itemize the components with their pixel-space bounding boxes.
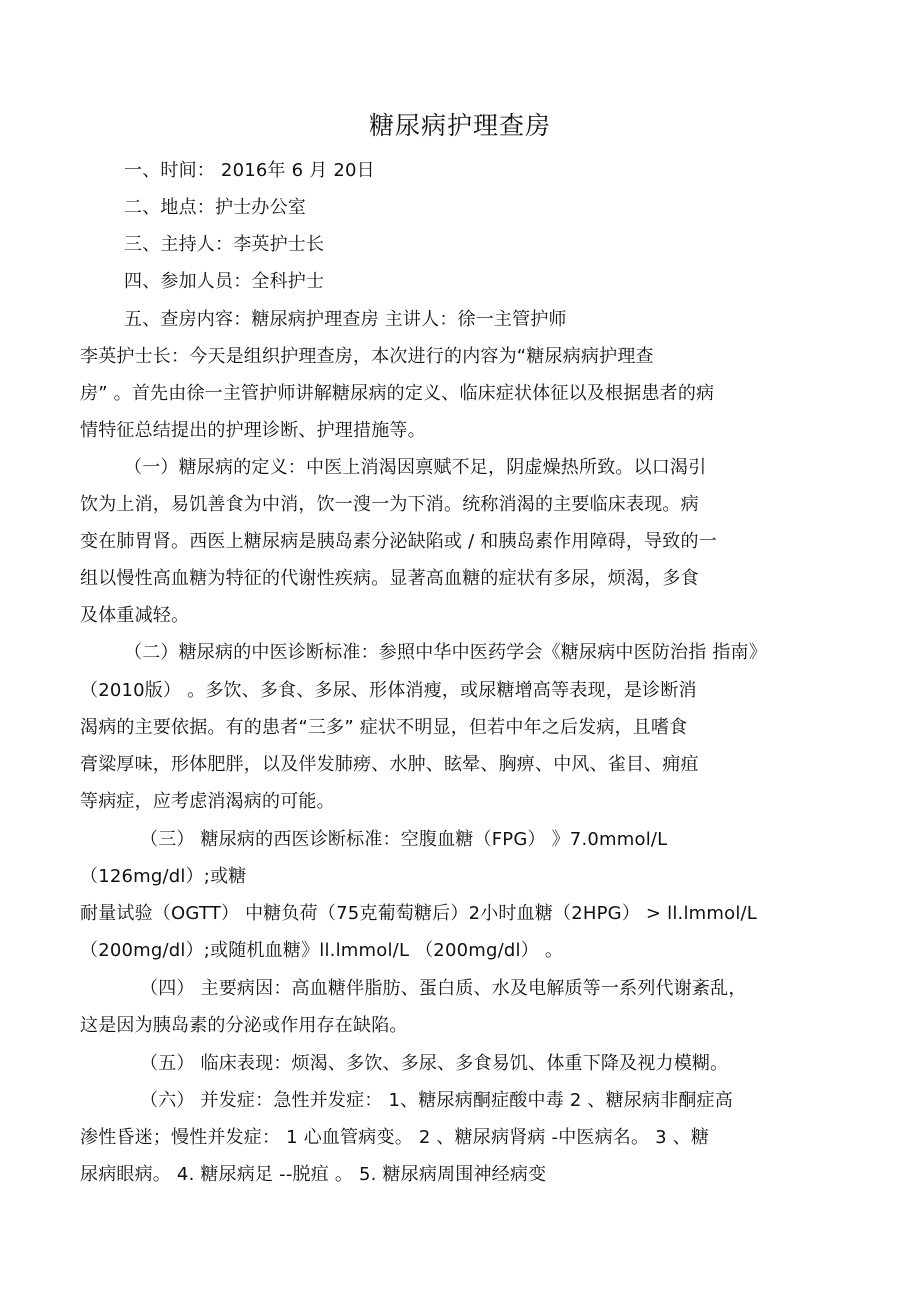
paragraph-line: 变在肺胃肾。西医上糖尿病是胰岛素分泌缺陷或 / 和胰岛素作用障碍，导致的一 <box>80 531 717 552</box>
paragraph-line: 及体重减轻。 <box>80 605 190 626</box>
paragraph-line: 渴病的主要依据。有的患者“三多” 症状不明显，但若中年之后发病，且嗜食 <box>80 717 688 738</box>
paragraph-line: （三） 糖尿病的西医诊断标准：空腹血糖（FPG） 》7.0mmol/L <box>140 829 668 850</box>
paragraph-line: （200mg/dl）;或随机血糖》ll.lmmol/L （200mg/dl） 。 <box>80 940 564 961</box>
paragraph-line: （五） 临床表现：烦渴、多饮、多尿、多食易饥、体重下降及视力模糊。 <box>140 1053 729 1074</box>
host-line: 三、主持人：李英护士长 <box>124 234 325 255</box>
paragraph-line: 膏粱厚味，形体肥胖，以及伴发肺痨、水肿、眩晕、胸痹、中风、雀目、痈疽 <box>80 754 699 775</box>
participants-line: 四、参加人员：全科护士 <box>124 271 325 292</box>
paragraph-line: （一）糖尿病的定义：中医上消渴因禀赋不足，阴虚燥热所致。以口渴引 <box>124 457 707 478</box>
paragraph-line: （四） 主要病因：高血糖伴脂肪、蛋白质、水及电解质等一系列代谢紊乱， <box>140 978 747 999</box>
document-title: 糖尿病护理查房 <box>368 111 551 140</box>
paragraph-line: 耐量试验（OGTT） 中糖负荷（75克葡萄糖后）2小时血糖（2HPG） > ll.lmmol/L <box>80 903 758 924</box>
paragraph-line: 尿病眼病。 4. 糖尿病足 --脱疽 。 5. 糖尿病周围神经病变 <box>80 1164 547 1185</box>
paragraph-line: 这是因为胰岛素的分泌或作用存在缺陷。 <box>80 1015 408 1036</box>
paragraph-line: 等病症，应考虑消渴病的可能。 <box>80 791 335 812</box>
paragraph-line: （126mg/dl）;或糖 <box>80 866 247 887</box>
paragraph-line: （二）糖尿病的中医诊断标准：参照中华中医药学会《糖尿病中医防治指 指南》 <box>124 642 767 663</box>
paragraph-line: 渗性昏迷；慢性并发症： 1 心血管病变。 2 、糖尿病肾病 -中医病名。 3 、糖 <box>80 1127 710 1148</box>
paragraph-line: 组以慢性高血糖为特征的代谢性疾病。显著高血糖的症状有多尿，烦渴，多食 <box>80 568 699 589</box>
paragraph-line: 房” 。首先由徐一主管护师讲解糖尿病的定义、临床症状体征以及根据患者的病 <box>80 383 715 404</box>
time-line: 一、时间： 2016年 6 月 20日 <box>124 160 375 181</box>
paragraph-line: 饮为上消，易饥善食为中消，饮一溲一为下消。统称消渴的主要临床表现。病 <box>80 494 699 515</box>
location-line: 二、地点：护士办公室 <box>124 197 306 218</box>
content-line: 五、查房内容：糖尿病护理查房 主讲人：徐一主管护师 <box>124 309 567 330</box>
paragraph-line: 情特征总结提出的护理诊断、护理措施等。 <box>80 420 426 441</box>
paragraph-line: 李英护士长：今天是组织护理查房，本次进行的内容为“糖尿病病护理查 <box>80 346 654 367</box>
paragraph-line: （2010版） 。多饮、多食、多尿、形体消瘦，或尿糖增高等表现，是诊断消 <box>80 680 697 701</box>
paragraph-line: （六） 并发症：急性并发症： 1、糖尿病酮症酸中毒 2 、糖尿病非酮症高 <box>140 1090 733 1111</box>
